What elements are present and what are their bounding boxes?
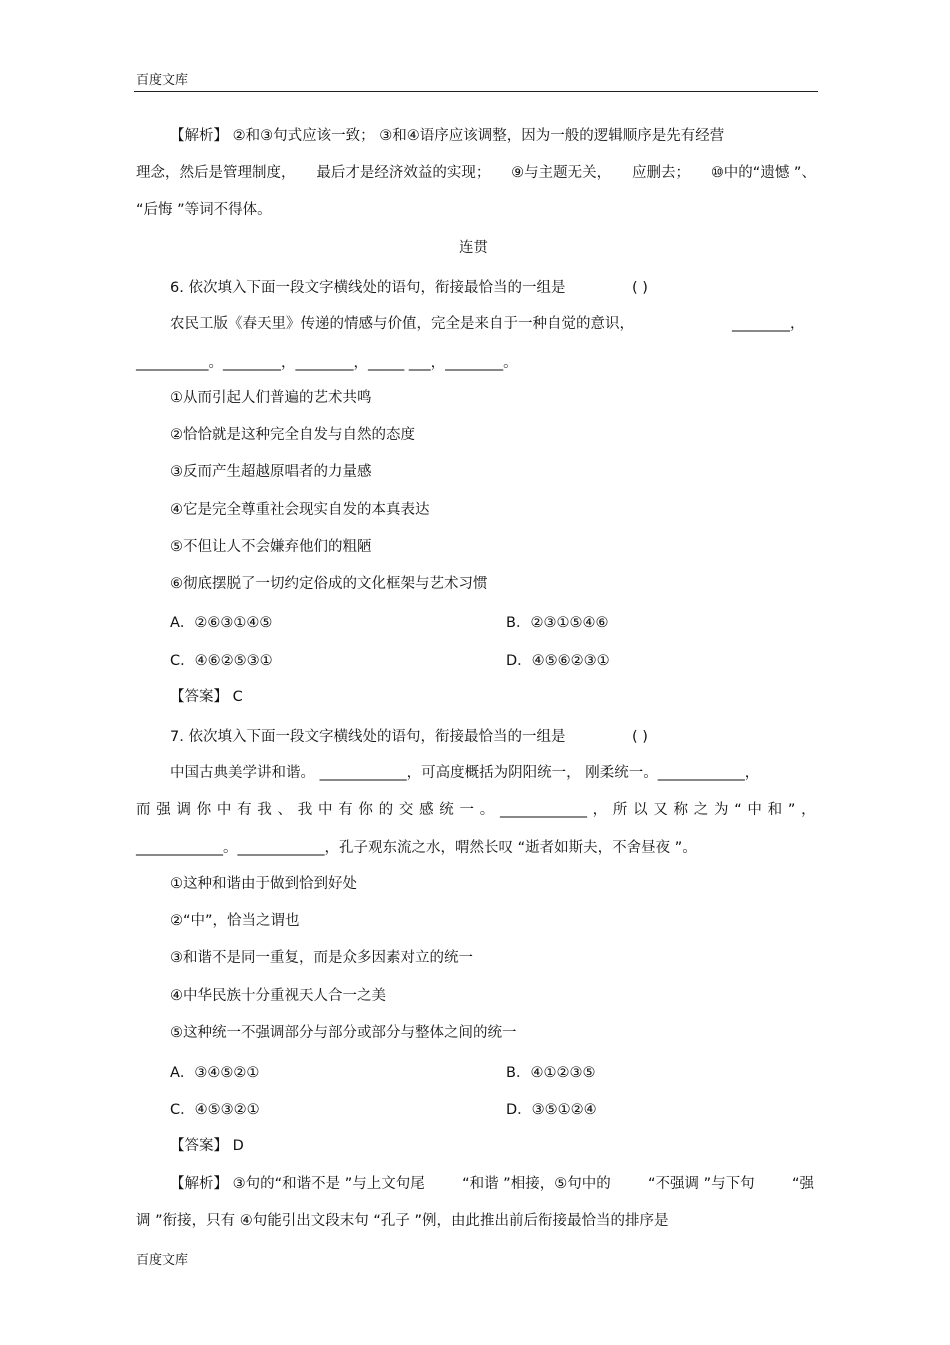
q6-passage-line1: 农民工版《春天里》传递的情感与价值，完全是来自于一种自觉的意识，: [170, 316, 634, 332]
q7-choice-a: A．③④⑤②①: [170, 1065, 260, 1081]
q7-line2-char: 我: [257, 802, 272, 818]
page-header: 百度文库: [136, 73, 189, 88]
prev-part: ⑨与主题无关，: [511, 165, 612, 181]
q7-analysis-line1: [170, 1174, 814, 1194]
q6-choice-c: C．④⑥②⑤③①: [170, 653, 273, 669]
q7-line2-char: 中: [317, 802, 333, 818]
q6-answer: 【答案】 C: [170, 689, 243, 705]
q7-line2-char: 为: [713, 802, 729, 818]
q7-stem: 7. 依次填入下面一段文字横线处的语句，衔接最恰当的一组是: [170, 729, 566, 745]
prev-analysis-line1: 【解析】 ②和③句式应该一致； ③和④语序应该调整，因为一般的逻辑顺序是先有经营: [170, 128, 725, 144]
q7-option-5: ⑤这种统一不强调部分与部分或部分与整体之间的统一: [170, 1025, 517, 1041]
q7-line2-char: 之: [693, 802, 709, 818]
q7-option-3: ③和谐不是同一重复，而是众多因素对立的统一: [170, 950, 473, 966]
q7-line2-char: 。: [479, 802, 495, 818]
q7-line2-char: 强: [156, 802, 171, 818]
q7-line2-char: ”: [787, 802, 796, 818]
q7-line2-char: 中: [747, 802, 762, 818]
analysis-part: 【解析】 ③句的“和谐不是 ”与上文句尾: [170, 1176, 425, 1192]
q6-stem: 6. 依次填入下面一段文字横线处的语句，衔接最恰当的一组是: [170, 280, 566, 296]
q7-line2-char: ，: [592, 802, 608, 818]
q7-option-1: ①这种和谐由于做到恰到好处: [170, 876, 357, 892]
q7-choice-b: B．④①②③⑤: [506, 1065, 596, 1081]
q7-line2-char: 有: [237, 802, 252, 818]
analysis-part: “强: [791, 1176, 814, 1192]
q7-answer-paren: ( ): [632, 729, 648, 745]
q7-choice-c: C．④⑤③②①: [170, 1102, 260, 1118]
q7-analysis-line1-parts: [170, 1174, 814, 1194]
prev-part: 应删去；: [631, 165, 690, 181]
q7-line2-char: 所: [612, 802, 628, 818]
prev-part: ⑩中的“遗憾 ”、: [710, 165, 816, 181]
q6-option-5: ⑤不但让人不会嫌弃他们的粗陋: [170, 539, 372, 555]
q7-line2-char: 以: [633, 802, 648, 818]
q7-line2-char: 交: [398, 802, 414, 818]
q7-line2-char: 和: [767, 802, 783, 818]
prev-part: 理念，然后是管理制度，: [136, 165, 296, 181]
prev-analysis-line2: [136, 163, 816, 183]
q7-line2-char: 调: [176, 802, 191, 818]
q7-line2-char: 称: [673, 802, 689, 818]
q7-analysis-line2: 调 ”衔接，只有 ④句能引出文段末句 “孔子 ”例，由此推出前后衔接最恰当的排序是: [136, 1213, 669, 1229]
q7-line2-char: 感: [419, 802, 434, 818]
q7-passage-line3: ____________。____________，孔子观东流之水，喟然长叹 “逝者如斯夫，不舍昼夜 ”。: [136, 840, 697, 856]
q6-choice-b: B．②③①⑤④⑥: [506, 615, 609, 631]
q7-line2-char: 、: [277, 802, 293, 818]
q7-line2-char: 有: [338, 802, 353, 818]
q6-option-6: ⑥彻底摆脱了一切约定俗成的文化框架与艺术习惯: [170, 576, 488, 592]
q7-passage-line2: [136, 800, 816, 820]
prev-analysis-line2-parts: [136, 163, 816, 183]
q7-choice-d: D．③⑤①②④: [506, 1102, 597, 1118]
q6-passage-line2: __________。________，________，_____ ___，________。: [136, 355, 518, 371]
q6-option-3: ③反而产生超越原唱者的力量感: [170, 464, 372, 480]
q7-line2-char: 中: [216, 802, 232, 818]
q6-answer-paren: ( ): [632, 280, 648, 296]
q7-line2-char: ____________: [499, 802, 587, 818]
q6-blank1: ________，: [732, 316, 805, 332]
page-footer: 百度文库: [136, 1253, 189, 1268]
q7-line2-char: 你: [196, 802, 212, 818]
section-title: 连贯: [459, 240, 488, 256]
header-rule: [134, 91, 818, 92]
q6-option-4: ④它是完全尊重社会现实自发的本真表达: [170, 502, 430, 518]
q7-line2-char: 又: [653, 802, 668, 818]
q7-line2-char: “: [734, 802, 742, 818]
q7-passage-line2-chars: [136, 800, 816, 820]
q6-choice-d: D．④⑤⑥②③①: [506, 653, 610, 669]
q7-passage-line1: 中国古典美学讲和谐。 ____________，可高度概括为阴阳统一， 刚柔统一。____________，: [170, 765, 760, 781]
analysis-part: “和谐 ”相接，⑤句中的: [462, 1176, 611, 1192]
q7-answer: 【答案】 D: [170, 1138, 244, 1154]
q7-line2-char: 你: [358, 802, 373, 818]
q6-option-1: ①从而引起人们普遍的艺术共鸣: [170, 390, 372, 406]
q6-option-2: ②恰恰就是这种完全自发与自然的态度: [170, 427, 415, 443]
q7-option-4: ④中华民族十分重视天人合一之美: [170, 988, 386, 1004]
q7-line2-char: ，: [801, 802, 816, 818]
q6-choice-a: A．②⑥③①④⑤: [170, 615, 273, 631]
q7-option-2: ②“中”，恰当之谓也: [170, 913, 300, 929]
q7-line2-char: 我: [297, 802, 313, 818]
q7-line2-char: 的: [378, 802, 394, 818]
q7-line2-char: 统: [439, 802, 454, 818]
q7-line2-char: 而: [136, 802, 151, 818]
prev-part: 最后才是经济效益的实现；: [316, 165, 491, 181]
analysis-part: “不强调 ”与下句: [648, 1176, 755, 1192]
prev-analysis-line3: “后悔 ”等词不得体。: [136, 202, 272, 218]
q7-line2-char: 一: [459, 802, 474, 818]
